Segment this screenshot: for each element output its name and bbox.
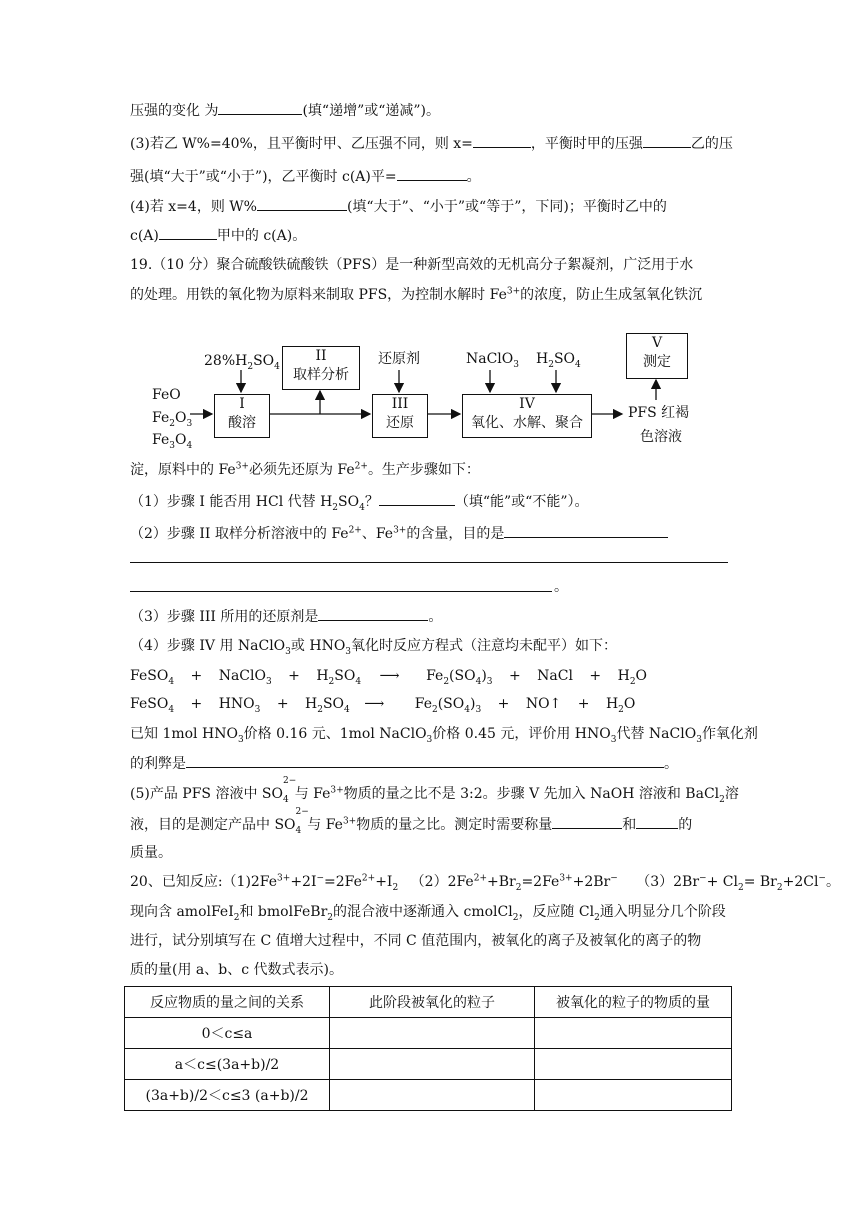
step-2-box: II 取样分析 — [282, 346, 360, 390]
price-line: 已知 1mol $HNO_3$价格 0.16 元、1mol NaClO$_3$价格 0.45 元，评价用 $HNO_3$代替 NaClO$_3$作氧化剂 — [130, 726, 758, 745]
arrow-sign: ⟶ — [364, 696, 385, 712]
table-row — [125, 1049, 732, 1080]
answer-cell[interactable] — [535, 1049, 732, 1080]
step-3-box: III 还原 — [372, 394, 428, 438]
arrow-sign: ⟶ — [379, 668, 400, 684]
answer-blank[interactable] — [504, 523, 668, 538]
product-label-2: 色溶液 — [640, 429, 682, 445]
raw-fe3o4: $Fe_3O_4$ — [152, 432, 193, 451]
q18-line5: c(A) 甲中的 c(A)。 — [130, 225, 306, 246]
product-label-1: PFS 红褐 — [628, 405, 690, 421]
raw-fe2o3: $Fe_2O_3$ — [152, 410, 193, 429]
q18-line1: 压强的变化 为 (填“递增”或“递减”)。 — [130, 100, 440, 121]
q18-line2: (3)若乙 W%=40%，且平衡时甲、乙压强不同，则 x= ，平衡时甲的压强 乙的压 — [130, 133, 733, 154]
q19-step5-line3: 质量。 — [130, 845, 172, 861]
q19-line1: 19.（10 分）聚合硫酸铁硫酸铁（PFS）是一种新型高效的无机高分子絮凝剂，广泛用于水 — [130, 257, 694, 273]
table-header-cell: 反应物质的量之间的关系 — [125, 987, 330, 1018]
equation-2: FeSO$_4$ + $HNO_3 + H_2SO_4$ ⟶ $Fe_2(SO_4)_3$ + NO↑ + $H_2O$ — [130, 696, 636, 715]
q19-line3: 淀，原料中的 $Fe^{3+}$必须先还原为 $Fe^{2+}$。生产步骤如下： — [130, 461, 480, 478]
q19-step3: （3）步骤 III 所用的还原剂是 。 — [130, 606, 442, 627]
table-row — [125, 1080, 732, 1111]
table-header-cell: 此阶段被氧化的粒子 — [330, 987, 535, 1018]
answer-cell[interactable] — [330, 1018, 535, 1049]
answer-cell[interactable] — [330, 1049, 535, 1080]
q18-line3: 强(填“大于”或“小于”)，乙平衡时 c(A)平= 。 — [130, 166, 481, 187]
q19-step5-line2: 液，目的是测定产品中 SO $_{2- 4}$ 与 $Fe^{3+}$物质的量之比。测定时需要称量 和 的 — [130, 806, 693, 836]
q19-step2: （2）步骤 II 取样分析溶液中的 $Fe^{2+}$、$Fe^{3+}$的含量，目的是 — [130, 523, 668, 544]
equation-1: FeSO$_4$ + NaClO$_3$ + $H_2SO_4$ ⟶ $Fe_2(SO_4)_3$ + NaCl + $H_2O$ — [130, 668, 648, 687]
answer-cell[interactable] — [535, 1080, 732, 1111]
q20-line1: 20、已知反应$:(1)2Fe^{3+}+2I^-=2Fe^{2+}+I_2$ $(2)2Fe^{2+}+Br_2=2Fe^{3+}+2Br^-$ $(3)2Br^-+ Cl_2= Br_2+2Cl^-$。 — [130, 873, 840, 893]
q18-line4: (4)若 x=4，则 W% (填“大于”、“小于”或“等于”，下同)；平衡时乙中的 — [130, 196, 667, 217]
answer-table — [124, 986, 732, 1111]
step-1-box: I 酸溶 — [214, 394, 270, 438]
q19-step1: （1）步骤 I 能否用 HCl 代替 $H_2SO_4$？ （填“能”或“不能”）。 — [130, 491, 588, 512]
answer-cell[interactable] — [330, 1080, 535, 1111]
answer-blank[interactable] — [636, 814, 678, 829]
h2so4-label: $H_2SO_4$ — [536, 351, 581, 370]
acid-label: $28\%H_2SO_4$ — [204, 353, 280, 372]
range-cell: a＜c≤(3a+b)/2 — [125, 1049, 330, 1080]
q20-line2: 现向含 amolFeI$_2$和 bmolFeBr$_2$的混合液中逐渐通入 cmolCl$_2$，反应随 $Cl_2$通入明显分几个阶段 — [130, 904, 726, 923]
step-4-box: IV 氧化、水解、聚合 — [462, 394, 592, 438]
answer-blank[interactable] — [186, 753, 664, 768]
table-row — [125, 1018, 732, 1049]
q19-line2: 的处理。用铁的氧化物为原料来制取 PFS，为控制水解时 $Fe^{3+}$的浓度，防止生成氢氧化铁沉 — [130, 286, 703, 303]
answer-blank[interactable] — [379, 491, 455, 506]
pros-cons-line: 的利弊是 。 — [130, 753, 678, 774]
q19-step5-line1: (5)产品 PFS 溶液中 SO $_{2- 4}$ 与 $Fe^{3+}$物质的量之比不是 3:2。步骤 V 先加入 NaOH 溶液和 BaCl$_2$溶 — [130, 775, 739, 805]
answer-cell[interactable] — [535, 1018, 732, 1049]
reductant-label: 还原剂 — [378, 351, 420, 367]
range-cell: (3a+b)/2＜c≤3 (a+b)/2 — [125, 1080, 330, 1111]
answer-blank[interactable] — [552, 814, 622, 829]
range-cell: 0＜c≤a — [125, 1018, 330, 1049]
raw-feo: FeO — [152, 387, 181, 403]
answer-rule-line[interactable] — [130, 562, 728, 563]
answer-rule-line[interactable] — [130, 591, 552, 592]
table-header-row — [125, 987, 732, 1018]
table-header-cell: 被氧化的粒子的物质的量 — [535, 987, 732, 1018]
naclo3-label: NaClO$_3$ — [466, 351, 519, 370]
q20-line3: 进行，试分别填写在 C 值增大过程中，不同 C 值范围内，被氧化的离子及被氧化的离子的物 — [130, 933, 702, 949]
q20-line4: 质的量(用 a、b、c 代数式表示)。 — [130, 962, 343, 978]
q19-step4: （4）步骤 IV 用 NaClO$_3$或 $HNO_3$氧化时反应方程式（注意均未配平）如下： — [130, 638, 618, 657]
answer-blank[interactable] — [318, 606, 428, 621]
step-5-box: V 测定 — [626, 333, 688, 379]
period: 。 — [554, 579, 568, 595]
